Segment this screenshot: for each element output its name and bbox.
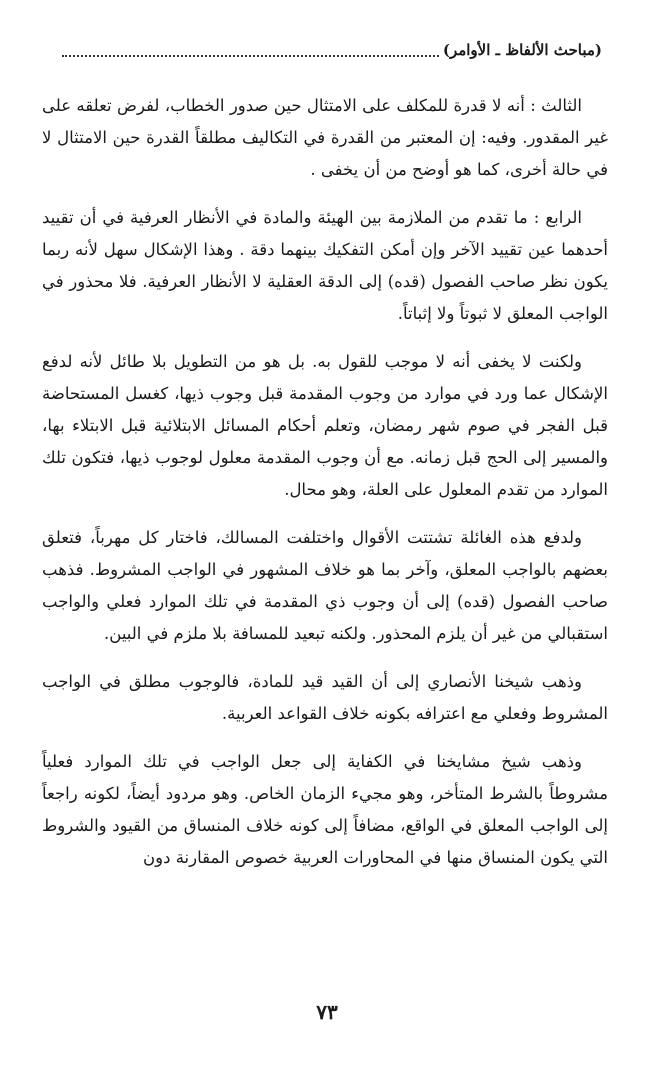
paragraph-ansari-view: وذهب شيخنا الأنصاري إلى أن القيد قيد للمادة، فالوجوب مطلق في الواجب المشروط وفعلي مع اعترافه بكونه خلاف القواعد العربية. [42,672,608,723]
page-number: ٧٣ [316,1000,338,1024]
paragraph-fourth-objection: الرابع : ما تقدم من الملازمة بين الهيئة والمادة في الأنظار العرفية في أن تقييد أحدهما عين تقييد الآخر وإن أمكن التفكيك بينهما دقة . وهذا الإشكال سهل لأنه ربما يكون نظر صاحب الفصول (قده) إلى الدقة العقلية لا الأنظار العرفية. فلا محذور في الواجب المعلق لا ثبوتاً ولا إثباتاً. [42,208,608,323]
running-header [62,36,602,64]
paragraph-differing-views: ولدفع هذه الغائلة تشتتت الأقوال واختلفت المسالك، فاختار كل مهرباً، فتعلق بعضهم بالواجب المعلق، وآخر بما هو خلاف المشهور في الواجب المشروط. فذهب صاحب الفصول (قده) إلى أن وجوب ذي المقدمة في تلك الموارد فعلي والواجب استقبالي من غير أن يلزم المحذور. ولكنه تبعيد للمسافة بلا ملزم في البين. [42,528,608,643]
paragraph-no-necessity: ولكنت لا يخفى أنه لا موجب للقول به. بل هو من التطويل بلا طائل لأنه لدفع الإشكال عما ورد في موارد من وجوب المقدمة قبل وجوب ذيها، كغسل المستحاضة قبل الفجر في صوم شهر رمضان، وتعلم أحكام المسائل الابتلائية قبل الابتلاء بها، والمسير إلى الحج قبل زمانه. مع أن وجوب المقدمة معلول لوجوب ذيها، فتكون تلك الموارد من تقدم المعلول على العلة، وهو محال. [42,352,608,499]
body-text [42,90,608,890]
header-dotted-leader [62,43,439,57]
paragraph-third-objection: الثالث : أنه لا قدرة للمكلف على الامتثال حين صدور الخطاب، لفرض تعلقه على غير المقدور. وفيه: إن المعتبر من القدرة في التكاليف مطلقاً القدرة حين الامتثال لا في حالة أخرى، كما هو أوضح من أن يخفى . [42,96,608,179]
paragraph-kifaya-view: وذهب شيخ مشايخنا في الكفاية إلى جعل الواجب في تلك الموارد فعلياً مشروطاً بالشرط المتأخر، وهو مجيء الزمان الخاص. وهو مردود أيضاً، لكونه راجعاً إلى الواجب المعلق في الواقع، مضافاً إلى كونه خلاف المنساق من القيود والشروط التي يكون المنساق منها في المحاورات العربية خصوص المقارنة دون [42,752,608,867]
running-header-title: (مباحث الألفاظ ـ الأوامر) [442,41,602,59]
